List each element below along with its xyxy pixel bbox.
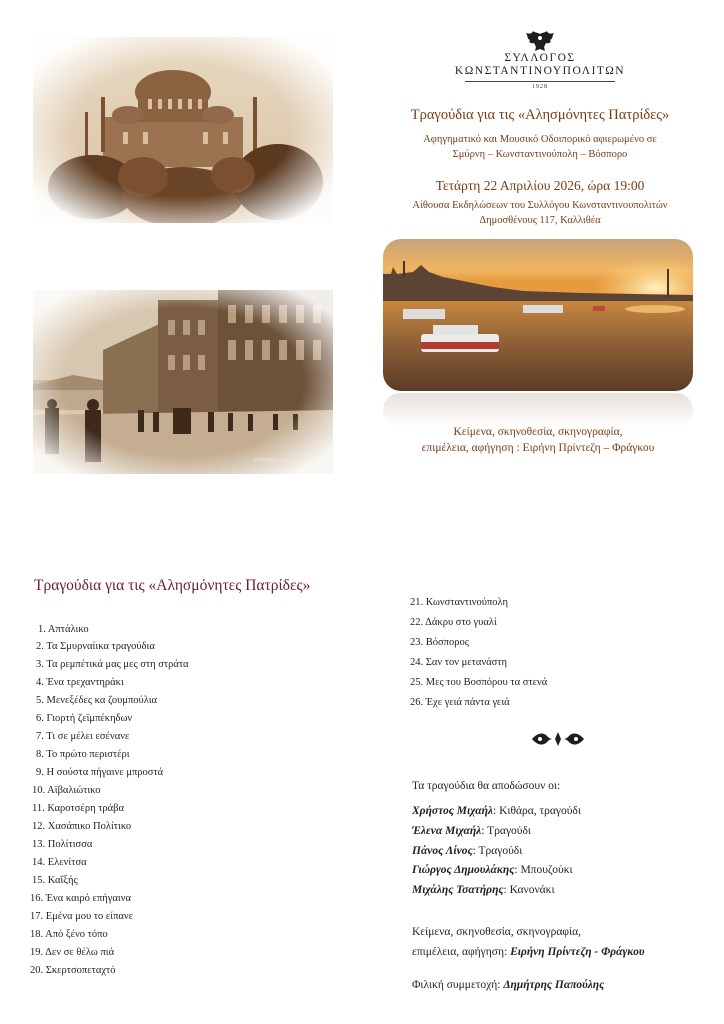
photo-caption: ΣΜΥΡΝΗ – Την Quais xyxy=(253,458,305,464)
ornament-divider-icon xyxy=(530,730,586,753)
song-item: 3. Τα ρεμπέτικά μας μες στη στράτα xyxy=(36,659,189,670)
song-item: 9. Η σούστα πήγαινε μπροστά xyxy=(36,767,164,778)
song-item: 8. Το πρώτο περιστέρι xyxy=(36,749,130,760)
performer-row xyxy=(412,805,581,817)
performer-role: : Κιθάρα, τραγούδι xyxy=(493,805,581,817)
song-item: 17. Εμένα μου το είπανε xyxy=(30,911,134,922)
society-name-line1: ΣΥΛΛΟΓΟΣ xyxy=(504,52,576,64)
performer-row xyxy=(412,825,531,837)
song-item: 6. Γιορτή ζεϊμπέκηδων xyxy=(36,713,133,724)
event-datetime: Τετάρτη 22 Απριλίου 2026, ώρα 19:00 xyxy=(435,178,645,193)
song-item: 7. Τι σε μέλει εσένανε xyxy=(36,731,130,742)
song-item: 23. Βόσπορος xyxy=(410,637,469,648)
song-item: 22. Δάκρυ στο γυαλί xyxy=(410,617,497,628)
venue-line2: Δημοσθένους 117, Καλλιθέα xyxy=(479,215,601,226)
hagia-sophia-photo xyxy=(33,37,333,223)
song-item: 1. Απτάλικο xyxy=(38,624,89,635)
photo-reflection xyxy=(383,393,693,427)
song-item: 18. Από ξένο τόπο xyxy=(30,929,108,940)
song-item: 13. Πολίτισσα xyxy=(32,839,93,850)
songs-title: Τραγούδια για τις «Αλησμόνητες Πατρίδες» xyxy=(34,577,311,594)
friendly-prefix: Φιλική συμμετοχή: xyxy=(412,979,504,991)
society-name-line2: ΚΩΝΣΤΑΝΤΙΝΟΥΠΟΛΙΤΩΝ xyxy=(454,65,626,77)
performers-intro: Τα τραγούδια θα αποδώσουν οι: xyxy=(412,780,561,792)
performer-name: Πάνος Λίνος xyxy=(412,845,473,857)
performer-row xyxy=(412,884,555,896)
smyrna-quay-photo xyxy=(33,290,333,474)
song-item: 15. Καΐξής xyxy=(32,875,78,886)
song-item: 21. Κωνσταντινούπολη xyxy=(410,597,509,608)
performer-role: : Τραγούδι xyxy=(481,825,531,837)
performer-name: Μιχάλης Τσατήρης xyxy=(412,884,504,896)
performer-name: Χρήστος Μιχαήλ xyxy=(412,805,493,817)
song-item: 14. Ελενίτσα xyxy=(32,857,87,868)
song-item: 25. Μες του Βοσπόρου τα στενά xyxy=(410,677,548,688)
song-item: 16. Ένα καιρό επήγαινα xyxy=(30,893,131,904)
performer-name: Έλενα Μιχαήλ xyxy=(412,825,482,837)
performer-role: : Μπουζούκι xyxy=(514,864,573,876)
event-title: Τραγούδια για τις «Αλησμόνητες Πατρίδες» xyxy=(410,107,670,123)
song-item: 24. Σαν τον μετανάστη xyxy=(410,657,507,668)
friendly-name: Δημήτρης Παπούλης xyxy=(503,979,605,991)
song-item: 20. Σκερτσοπεταχτό xyxy=(30,965,116,976)
society-year: 1928 xyxy=(532,84,548,90)
credits-bottom-line1: Κείμενα, σκηνοθεσία, σκηνογραφία, xyxy=(412,926,581,938)
performer-name: Γιώργος Δημουλάκης xyxy=(412,864,515,876)
song-item: 19. Δεν σε θέλω πιά xyxy=(30,947,115,958)
song-item: 4. Ένα τρεχαντηράκι xyxy=(36,677,124,688)
credits-bottom-prefix: επιμέλεια, αφήγηση: xyxy=(412,946,511,958)
performer-row xyxy=(412,864,573,876)
song-item: 26. Έχε γειά πάντα γειά xyxy=(410,697,510,708)
song-item: 11. Καροτσέρη τράβα xyxy=(32,803,124,814)
venue-line1: Αίθουσα Εκδηλώσεων του Συλλόγου Κωνσταντινουπολιτών xyxy=(412,200,668,211)
song-item: 5. Μενεξέδες κα ζουμπούλια xyxy=(36,695,158,706)
song-item: 10. Αϊβαλιώτικο xyxy=(32,785,101,796)
double-headed-eagle-icon xyxy=(380,30,700,52)
bosphorus-sunset-photo xyxy=(383,239,693,391)
friendly-participation xyxy=(412,979,604,991)
credits-top-line2: επιμέλεια, αφήγηση : Ειρήνη Πρίντεζη – Φράγκου xyxy=(421,442,655,454)
performer-role: : Τραγούδι xyxy=(472,845,523,857)
credits-bottom-name: Ειρήνη Πρίντεζη - Φράγκου xyxy=(510,946,645,958)
credits-top-line1: Κείμενα, σκηνοθεσία, σκηνογραφία, xyxy=(453,426,623,438)
credits-bottom-line2 xyxy=(412,946,645,958)
song-item: 2. Τα Σμυρναίικα τραγούδια xyxy=(36,641,155,652)
performer-row xyxy=(412,845,522,857)
song-item: 12. Χασάπικο Πολίτικο xyxy=(32,821,132,832)
event-subtitle-line2: Σμύρνη – Κωνσταντινούπολη – Βόσπορο xyxy=(452,149,628,160)
event-subtitle-line1: Αφηγηματικό και Μουσικό Οδοιπορικό αφιερωμένο σε xyxy=(423,134,657,145)
performer-role: : Κανονάκι xyxy=(503,884,555,896)
